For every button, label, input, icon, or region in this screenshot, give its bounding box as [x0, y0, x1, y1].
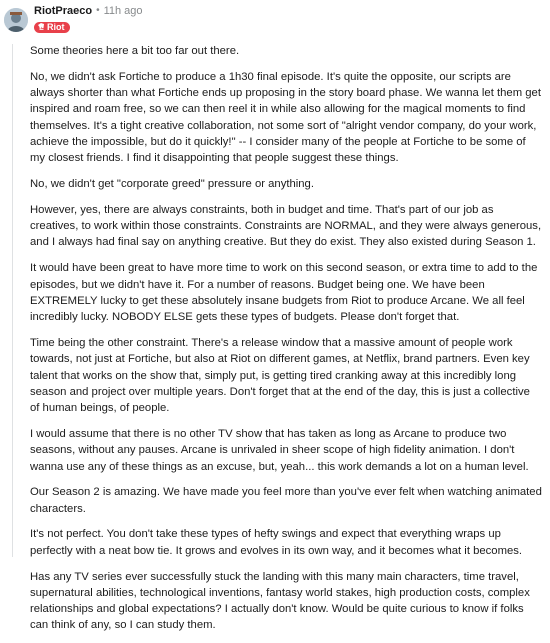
- comment-paragraph: It would have been great to have more time to work on this second season, or extra time to add to the episodes, but we didn't have it. For a number of reasons. Budget being one. We have been EXTREMELY lucky to get these absolutely insane budgets from Riot to produce Arcane. We all feel incredibly lucky. NOBODY ELSE gets these types of budgets. Please don't forget that.: [30, 262, 538, 324]
- comment-paragraph: I would assume that there is no other TV show that has taken as long as Arcane to produce two seasons, without any pauses. Arcane is unrivaled in sheer scope of high fidelity animation. I don't wanna use any of these things as an excuse, but, yeah... this work demands a lot on a human level.: [30, 427, 529, 473]
- comment-paragraph: Some theories here a bit too far out there.: [30, 45, 240, 57]
- comment-paragraph: Time being the other constraint. There's a release window that a massive amount of people work towards, not just at Fortiche, but also at Riot on different games, at Netflix, brand partners. Even key talent that works on the show that, simply put, is getting tired cranking away at this incredibly long season and project over multiple years. Don't forget that at the end of the day, this is just a collective of human beings, of people.: [30, 336, 530, 415]
- comment-meta: [34, 4, 143, 34]
- comment-paragraph: Has any TV series ever successfully stuck the landing with this many main characters, time travel, supernatural abilities, technological inventions, fantasy world stakes, high production costs, complex relationships and global expectations? I actually don't know. Would be quite curious to know if folks can think of any, so I can study them.: [30, 570, 530, 632]
- comment-paragraph: It's not perfect. You don't take these types of hefty swings and expect that everything wraps up perfectly with a neat bow tie. It grows and evolves in its own way, and it becomes what it becomes.: [30, 528, 523, 557]
- avatar-icon: [4, 8, 28, 32]
- separator-dot: •: [96, 5, 100, 16]
- comment-header: [4, 4, 143, 34]
- flair-label: Riot: [47, 21, 65, 32]
- author-username[interactable]: RiotPraeco: [34, 4, 93, 17]
- avatar[interactable]: [4, 8, 28, 32]
- author-row: [34, 4, 143, 18]
- comment-timestamp[interactable]: 11h ago: [103, 4, 143, 17]
- riot-fist-icon: [37, 22, 45, 32]
- comment-paragraph: However, yes, there are always constraints, both in budget and time. That's part of our job as creatives, to work within those constraints. Constraints are NORMAL, and they were always generous, and I always had final say on anything creative. But they do exist. They also existed during Season 1.: [30, 203, 542, 249]
- thread-line[interactable]: [12, 44, 13, 557]
- comment-body: [30, 43, 542, 643]
- comment-paragraph: No, we didn't ask Fortiche to produce a 1h30 final episode. It's quite the opposite, our scripts are always shorter than what Fortiche ends up proposing in the story board phase. We wanna let them get inspired and roam free, so we can then reel it in while also allowing for the magical moments to find themselves. It's a tight creative collaboration, not some sort of "alright vendor company, do your work, achieve the impossible, but do it quickly!" -- I consider many of the people at Fortiche to be some of my closest friends. I find it disappointing that people suggest these things.: [30, 70, 541, 165]
- flair-badge: [34, 22, 70, 33]
- comment-paragraph: No, we didn't get "corporate greed" pressure or anything.: [30, 178, 314, 191]
- comment-paragraph: Our Season 2 is amazing. We have made you feel more than you've ever felt when watching animated characters.: [30, 486, 542, 515]
